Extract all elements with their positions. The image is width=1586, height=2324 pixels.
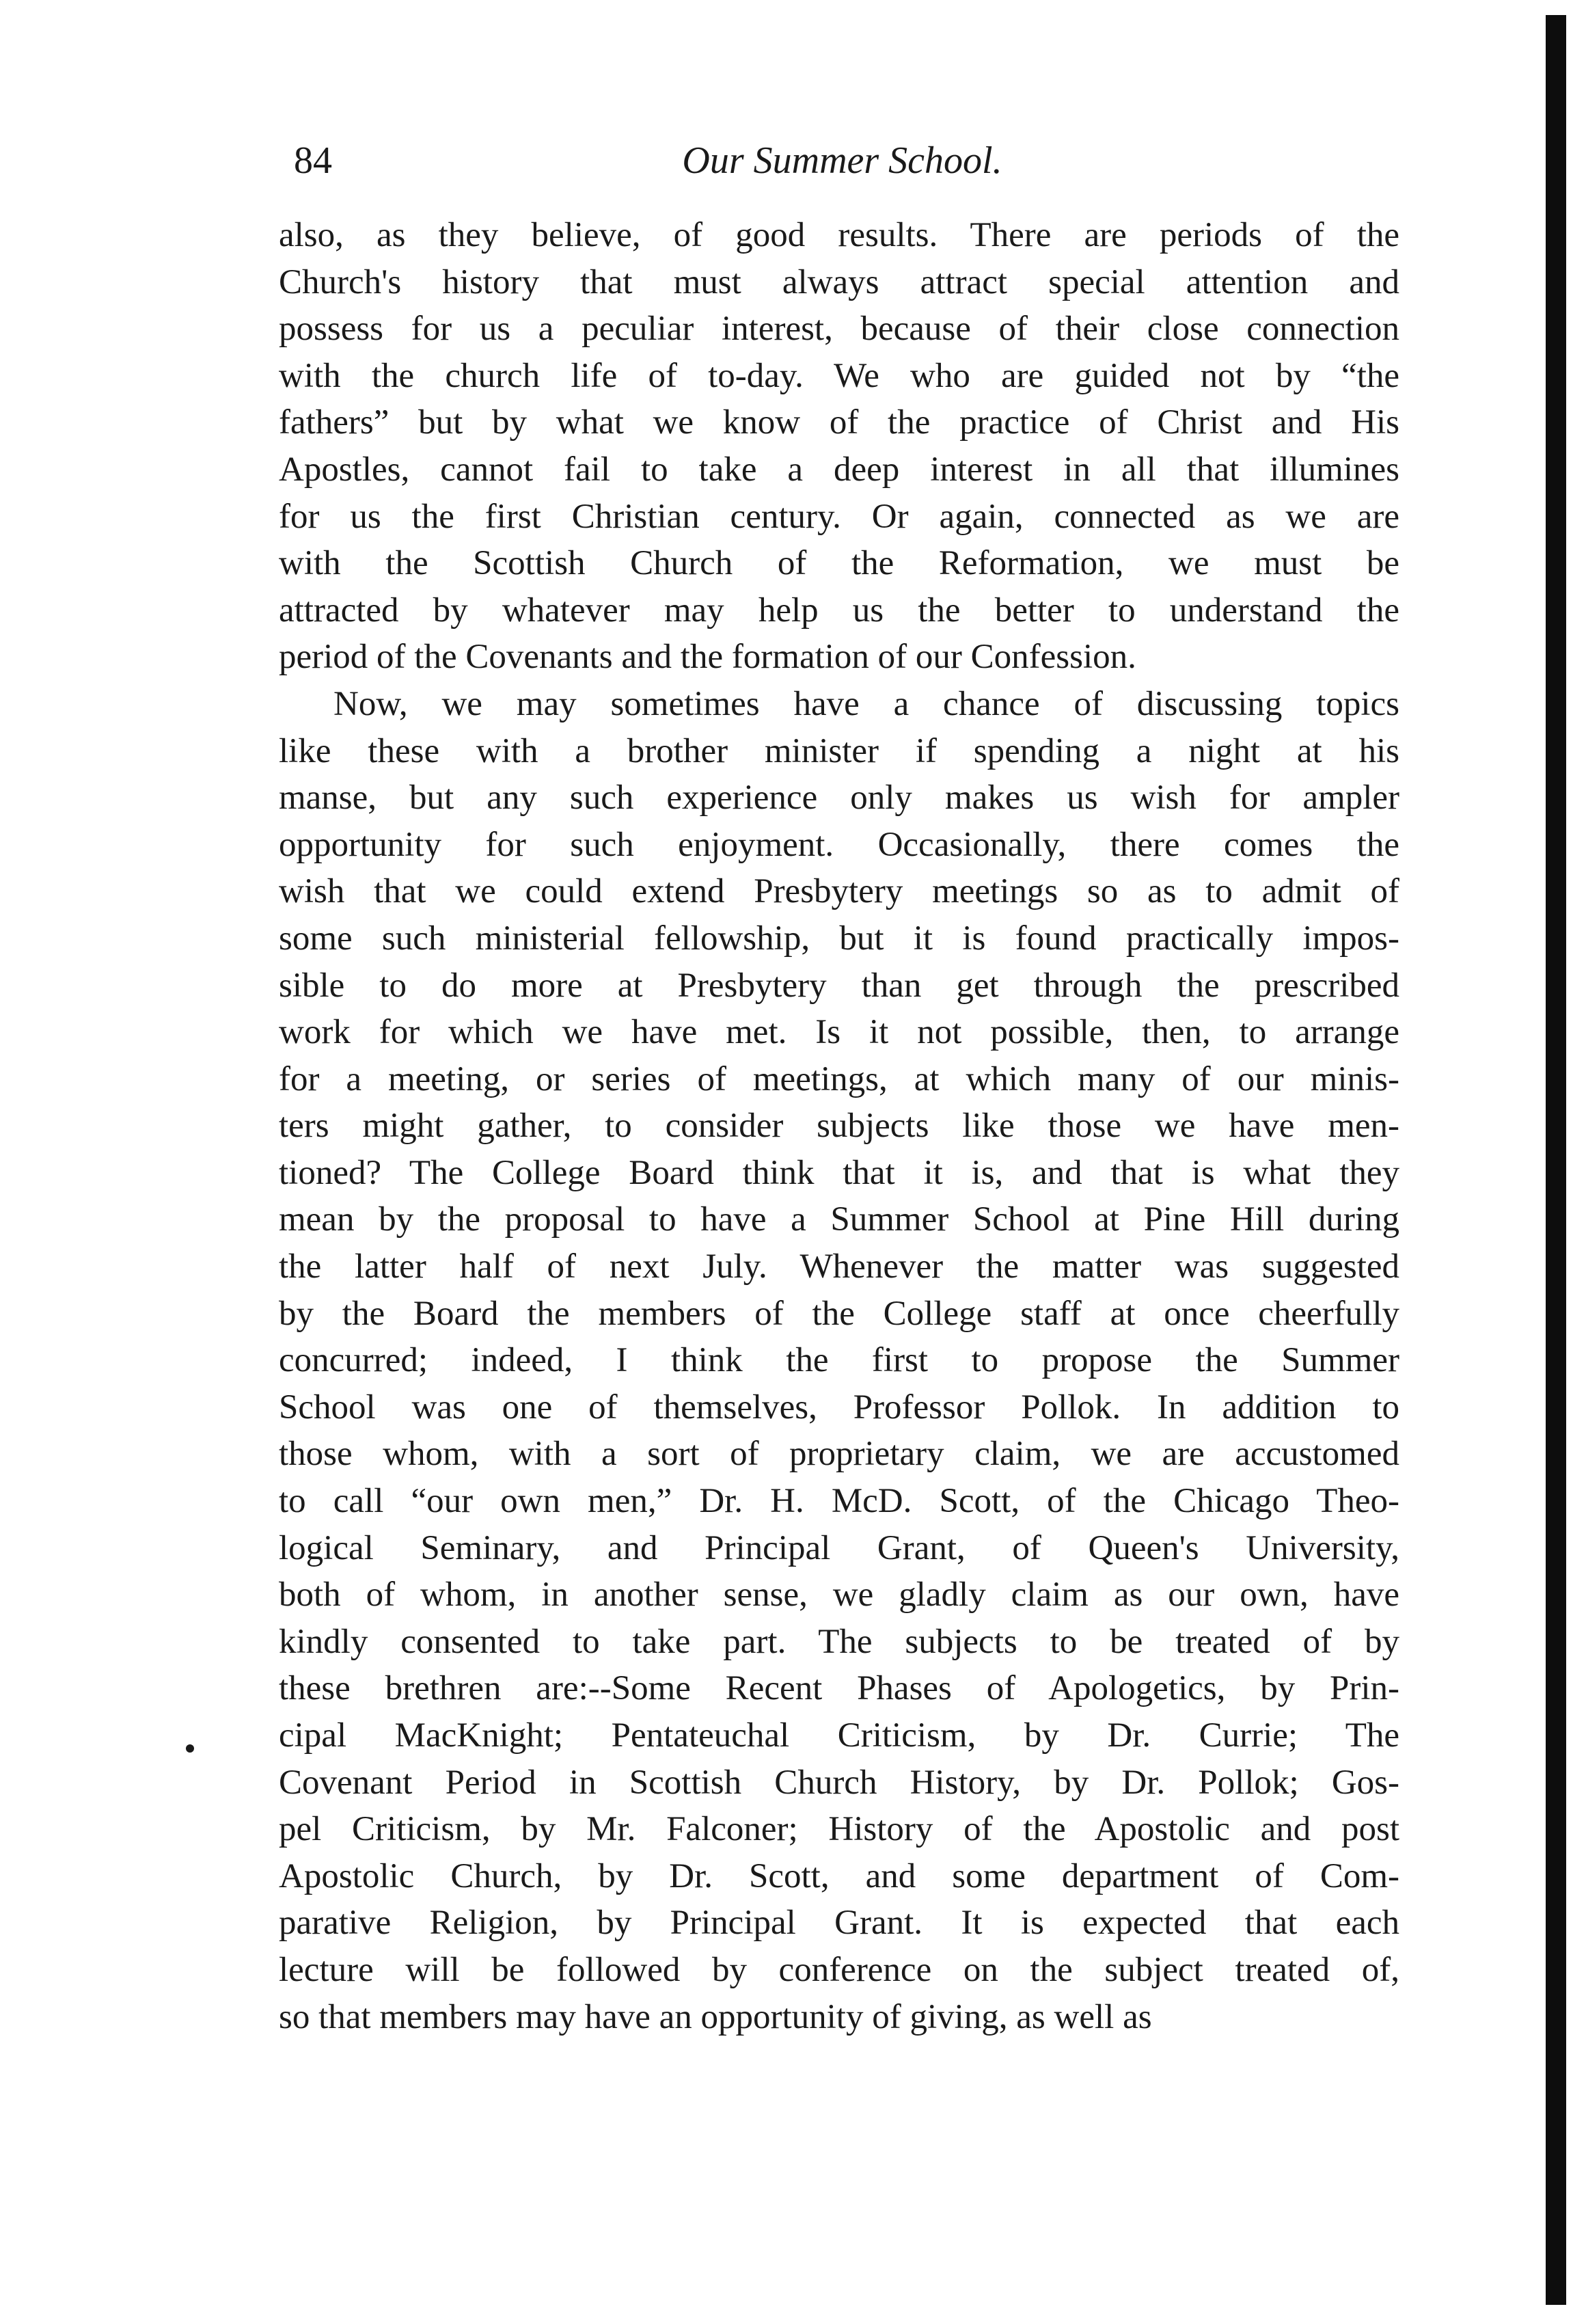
- text-line: the latter half of next July. Whenever the matter was suggested: [279, 1247, 1399, 1286]
- text-line: sible to do more at Presbytery than get through the prescribed: [279, 966, 1399, 1005]
- margin-mark: [186, 1744, 194, 1753]
- text-line: School was one of themselves, Professor Pollok. In addition to: [279, 1388, 1399, 1427]
- text-line: these brethren are:--Some Recent Phases of Apologetics, by Prin-: [279, 1669, 1399, 1708]
- text-line: pel Criticism, by Mr. Falconer; History of the Apostolic and post: [279, 1810, 1399, 1849]
- text-line: like these with a brother minister if spending a night at his: [279, 731, 1399, 770]
- text-line: for a meeting, or series of meetings, at which many of our minis-: [279, 1059, 1399, 1098]
- text-line: both of whom, in another sense, we gladly claim as our own, have: [279, 1576, 1399, 1614]
- text-line: parative Religion, by Principal Grant. It is expected that each: [279, 1904, 1399, 1943]
- page-edge-bar: [1546, 15, 1566, 2305]
- text-line: by the Board the members of the College staff at once cheerfully: [279, 1294, 1399, 1333]
- paragraph: [279, 212, 1399, 681]
- text-line: for us the first Christian century. Or again, connected as we are: [279, 497, 1399, 536]
- text-line: work for which we have met. Is it not possible, then, to arrange: [279, 1013, 1399, 1052]
- text-line: ters might gather, to consider subjects like those we have men-: [279, 1107, 1399, 1146]
- text-line: Church's history that must always attract special attention and: [279, 262, 1399, 301]
- text-line: some such ministerial fellowship, but it is found practically impos-: [279, 919, 1399, 958]
- text-line: concurred; indeed, I think the first to propose the Summer: [279, 1341, 1399, 1380]
- text-line: Covenant Period in Scottish Church History, by Dr. Pollok; Gos-: [279, 1763, 1399, 1802]
- text-line: attracted by whatever may help us the better to understand the: [279, 591, 1399, 630]
- text-line: manse, but any such experience only makes us wish for ampler: [279, 779, 1399, 818]
- text-line: Now, we may sometimes have a chance of discussing topics: [333, 684, 1399, 723]
- text-line: Apostolic Church, by Dr. Scott, and some department of Com-: [279, 1856, 1399, 1895]
- running-title: Our Summer School.: [682, 139, 1002, 182]
- text-line: lecture will be followed by conference on the subject treated of,: [279, 1950, 1399, 1989]
- text-line: so that members may have an opportunity of giving, as well as: [279, 1997, 1152, 2036]
- text-line: also, as they believe, of good results. There are periods of the: [279, 216, 1399, 254]
- paragraph: [279, 681, 1399, 2040]
- text-line: possess for us a peculiar interest, because of their close connection: [279, 310, 1399, 349]
- text-line: period of the Covenants and the formation of our Confession.: [279, 638, 1136, 677]
- text-line: to call “our own men,” Dr. H. McD. Scott, of the Chicago Theo-: [279, 1482, 1399, 1521]
- text-line: with the church life of to-day. We who are guided not by “the: [279, 356, 1399, 395]
- text-line: cipal MacKnight; Pentateuchal Criticism, by Dr. Currie; The: [279, 1716, 1399, 1755]
- text-line: those whom, with a sort of proprietary claim, we are accustomed: [279, 1435, 1399, 1474]
- text-line: kindly consented to take part. The subjects to be treated of by: [279, 1622, 1399, 1661]
- page-number: 84: [294, 139, 332, 182]
- body-text: [279, 212, 1399, 2040]
- text-line: logical Seminary, and Principal Grant, of Queen's University,: [279, 1528, 1399, 1567]
- text-line: Apostles, cannot fail to take a deep interest in all that illumines: [279, 450, 1399, 489]
- text-line: tioned? The College Board think that it is, and that is what they: [279, 1153, 1399, 1192]
- text-line: wish that we could extend Presbytery meetings so as to admit of: [279, 872, 1399, 911]
- text-line: opportunity for such enjoyment. Occasionally, there comes the: [279, 825, 1399, 864]
- page-header: [294, 130, 1391, 191]
- text-line: mean by the proposal to have a Summer School at Pine Hill during: [279, 1200, 1399, 1239]
- text-line: fathers” but by what we know of the practice of Christ and His: [279, 403, 1399, 442]
- text-line: with the Scottish Church of the Reformation, we must be: [279, 544, 1399, 583]
